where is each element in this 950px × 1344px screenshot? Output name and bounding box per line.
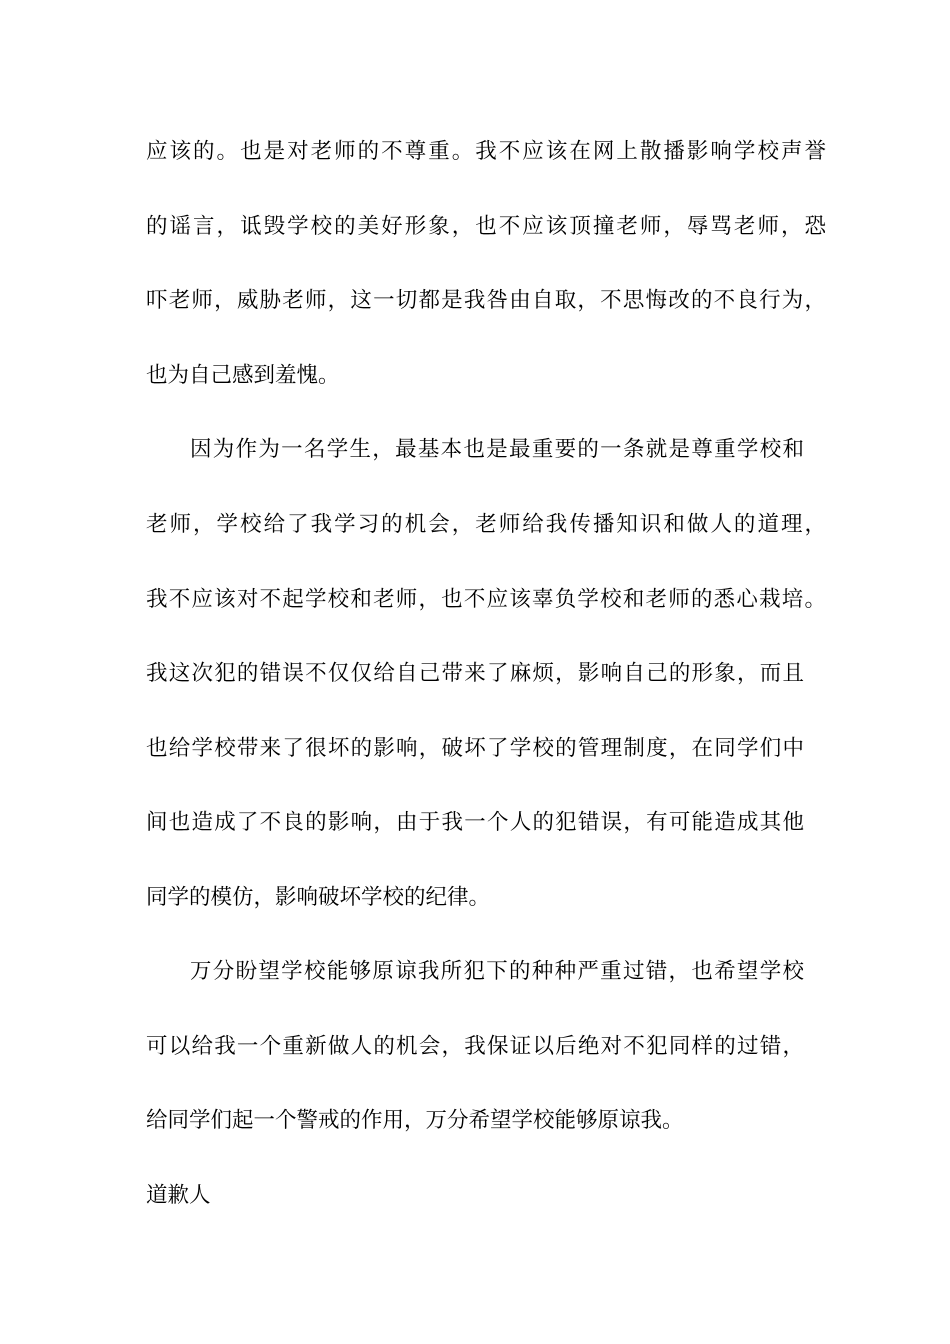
text-line: 同学的模仿，影响破坏学校的纪律。: [146, 885, 491, 910]
text-line: 吓老师，威胁老师，这一切都是我咎由自取，不思悔改的不良行为，: [146, 288, 826, 313]
text-line: 的谣言，诋毁学校的美好形象，也不应该顶撞老师，辱骂老师，恐: [146, 214, 826, 239]
paragraph-first-line: 因为作为一名学生，最基本也是最重要的一条就是尊重学校和: [190, 437, 804, 462]
paragraph-first-line: 万分盼望学校能够原谅我所犯下的种种严重过错，也希望学校: [190, 959, 804, 984]
text-line: 也给学校带来了很坏的影响，破坏了学校的管理制度，在同学们中: [146, 736, 804, 761]
text-line: 老师，学校给了我学习的机会，老师给我传播知识和做人的道理，: [146, 512, 826, 537]
text-line: 间也造成了不良的影响，由于我一个人的犯错误，有可能造成其他: [146, 810, 804, 835]
signature-label: 道歉人: [146, 1183, 211, 1208]
text-line: 也为自己感到羞愧。: [146, 363, 340, 388]
text-line: 我这次犯的错误不仅仅给自己带来了麻烦，影响自己的形象，而且: [146, 661, 804, 686]
text-line: 我不应该对不起学校和老师，也不应该辜负学校和老师的悉心栽培。: [146, 587, 826, 612]
text-line: 应该的。也是对老师的不尊重。我不应该在网上散播影响学校声誉: [146, 139, 826, 164]
text-line: 可以给我一个重新做人的机会，我保证以后绝对不犯同样的过错，: [146, 1034, 804, 1059]
text-line: 给同学们起一个警戒的作用，万分希望学校能够原谅我。: [146, 1108, 684, 1133]
